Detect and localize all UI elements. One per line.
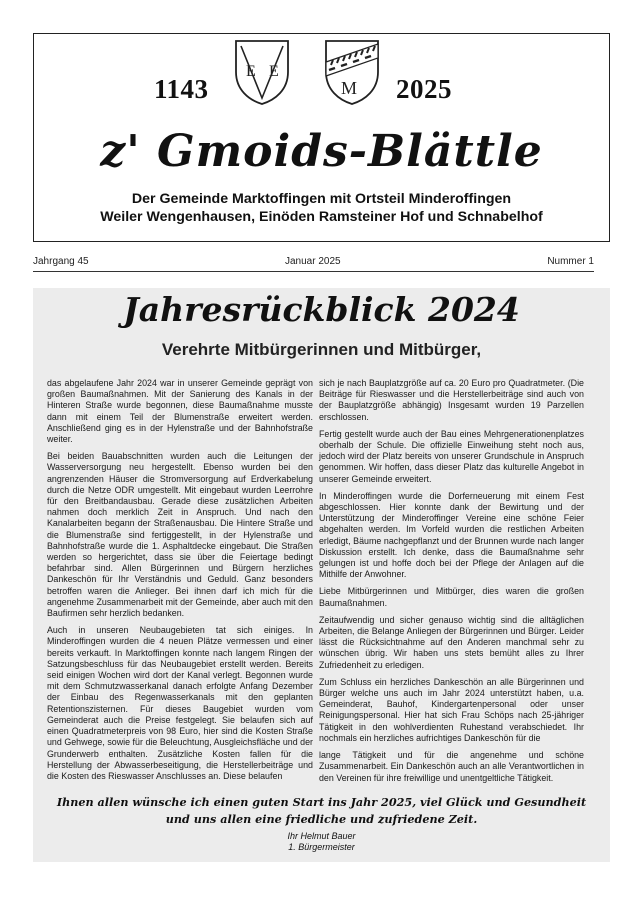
article-headline: Jahresrückblick 2024 bbox=[123, 290, 520, 329]
coat-of-arms-left-icon bbox=[233, 38, 291, 106]
closing-line-1: Ihnen allen wünsche ich einen guten Start ins Jahr 2025, viel Glück und Gesundheit bbox=[56, 795, 587, 809]
article-panel bbox=[33, 288, 610, 862]
current-year: 2025 bbox=[396, 74, 452, 104]
paragraph: Auch in unseren Neubaugebieten tat sich einiges. In Minderoffingen wurden die 4 neuen Plätze vermessen und einer bereits verkauft. In Marktoffingen konnte nach langem Ringen der Satzungsbeschluss für das Neubaugebiet erstellt werden. Bereits seid einigen Wochen wird dort der Kanal verlegt. Begonnen wurde mit dem Schmutzwasserkanal danach erfolgte Anfang Dezember der Einbau des Regenwasserkanals mit den geplanten Retentionszisternen. Für dieses Baugebiet wurden vom Gemeinderat auch die Preise festgelegt. Sie belaufen sich auf einen Quadratmeterpreis von 98 Euro, hier sind die Kosten Straße und Gehwege, sowie für die Beleuchtung, Ausgleichsfläche und der Grunderwerb enthalten. Zusätzliche Kosten fallen für die Herstellung der Abwasserbeseitigung, die Herstellerbeiträge und die Kosten des Rieswasser Anschlusses an. Diese belaufen bbox=[47, 625, 313, 781]
crest-letter-left: E bbox=[246, 63, 256, 80]
issue-number: Nummer 1 bbox=[547, 256, 594, 267]
paragraph: In Minderoffingen wurde die Dorferneuerung mit einem Fest abgeschlossen. Hier konnte dank der Bewirtung und der Unterstützung der Minderoffinger Vereine eine schöne Feier abgehalten werden. Im Vorfeld wurden die restlichen Arbeiten erledigt, Bäume nachgepflanzt und der Brunnen wurde nach langer Diskussion erstellt. Ich denke, dass die Baumaßnahme sehr gelungen ist und hoffe doch bei der Pflege der Anlagen auf die Mithilfe der Anwohner. bbox=[319, 490, 584, 580]
issue-date: Januar 2025 bbox=[285, 256, 341, 267]
article-greeting: Verehrte Mitbürgerinnen und Mitbürger, bbox=[161, 340, 482, 359]
article-column-1 bbox=[47, 378, 313, 788]
masthead bbox=[33, 33, 610, 242]
paragraph: Fertig gestellt wurde auch der Bau eines Mehrgenerationenplatzes oberhalb der Schule. Die offizielle Einweihung steht noch aus, jedoch wird der Platz bereits von unserer Grundschule in Anspruch genommen. Wir hoffen, dass dieser Platz das kulturelle Angebot in unserer Gemeinde erweitert. bbox=[319, 428, 584, 484]
subtitle-line-2: Weiler Wengenhausen, Einöden Ramsteiner Hof und Schnabelhof bbox=[100, 209, 543, 225]
crest-letter-right: E bbox=[269, 63, 279, 80]
signature-role: 1. Bürgermeister bbox=[288, 842, 355, 852]
subtitle-line-1: Der Gemeinde Marktoffingen mit Ortsteil Minderoffingen bbox=[131, 191, 512, 207]
newsletter-title: z' Gmoids-Blättle bbox=[100, 126, 543, 177]
paragraph: sich je nach Bauplatzgröße auf ca. 20 Euro pro Quadratmeter. (Die Beiträge für Rieswasser und die Herstellerbeiträge sind auch von der Bauplatzgröße abhängig) Insgesamt wurden 19 Parzellen erschlossen. bbox=[319, 378, 584, 422]
crest-letter-m: M bbox=[341, 78, 358, 98]
paragraph: das abgelaufene Jahr 2024 war in unserer Gemeinde geprägt von großen Baumaßnahmen. Mit der Sanierung des Kanals in der Hinteren Straße wurde begonnen, diese Baumaßnahme musste dann mit einem Teil der Blumenstraße erweitert werden. Anschließend ging es in der Hylenstraße und der Bahnhofstraße weiter. bbox=[47, 378, 313, 445]
signature-name: Ihr Helmut Bauer bbox=[287, 831, 356, 841]
paragraph: lange Tätigkeit und für die angenehme und schöne Zusammenarbeit. Ein Dankeschön auch an alle Verantwortlichen in den Vereinen für ihre freiwillige und unentgeltliche Tätigkeit. bbox=[319, 750, 584, 783]
paragraph: Liebe Mitbürgerinnen und Mitbürger, dies waren die großen Baumaßnahmen. bbox=[319, 586, 584, 608]
closing-wishes bbox=[33, 794, 610, 828]
article-column-2 bbox=[319, 378, 584, 790]
divider bbox=[33, 271, 594, 272]
closing-line-2: und uns allen eine friedliche und zufriedene Zeit. bbox=[165, 812, 478, 826]
volume-label: Jahrgang 45 bbox=[33, 256, 89, 267]
coat-of-arms-right-icon bbox=[323, 38, 381, 106]
paragraph: Zum Schluss ein herzliches Dankeschön an alle Bürgerinnen und Bürger welche uns auch im Jahr 2024 unterstützt haben, u.a. Gemeinderat, Bauhof, Kindergartenpersonal oder unser Reinigungspersonal. Hier hat sich Frau Schöps nach 25-jähriger Tätigkeit in den wohlverdienten Ruhestand verabschiedet. Ihr nochmals ein herzliches aufrichtiges Dankeschön für die bbox=[319, 676, 584, 743]
founding-year: 1143 bbox=[154, 74, 209, 104]
paragraph: Zeitaufwendig und sicher genauso wichtig sind die alltäglichen Arbeiten, die Belange Anliegen der Bürgerinnen und Bürger. Leider lässt die Rücksichtnahme auf den Anderen manchmal sehr zu wünschen übrig. Wir haben uns stets bemüht alles zu Ihrer Zufriedenheit zu erledigen. bbox=[319, 614, 584, 670]
paragraph: Bei beiden Bauabschnitten wurden auch die Leitungen der Wasserversorgung neu hergestellt. Ebenso wurden bei den angrenzenden Häuser die Stromversorgung auf Erdverkabelung durch die Netze ODR umgestellt. Mit eingebaut wurden Leerrohre für den Breitbandausbau. Gerade diese zusätzlichen Arbeiten nahmen doch merklich Zeit in Anspruch. Und nach den Kanalarbeiten begann der Straßenausbau. Die Hintere Straße und die Blumenstraße sind fertiggestellt, in der Hylenstraße und Bahnhofstraße wurde die 1. Asphaltdecke eingebaut. Die Straßen werden so hergerichtet, dass sie über die Feiertage bedingt befahrbar sind. Allen Bürgerinnen und Bürgern herzliches Dankeschön für Ihr Verständnis und Geduld. Ganz besonders betroffen waren die Anlieger. Bei ihnen darf ich mich für die angenehme Zusammenarbeit mit der Gemeinde, aber auch mit den Baufirmen sehr herzlich bedanken. bbox=[47, 451, 313, 619]
